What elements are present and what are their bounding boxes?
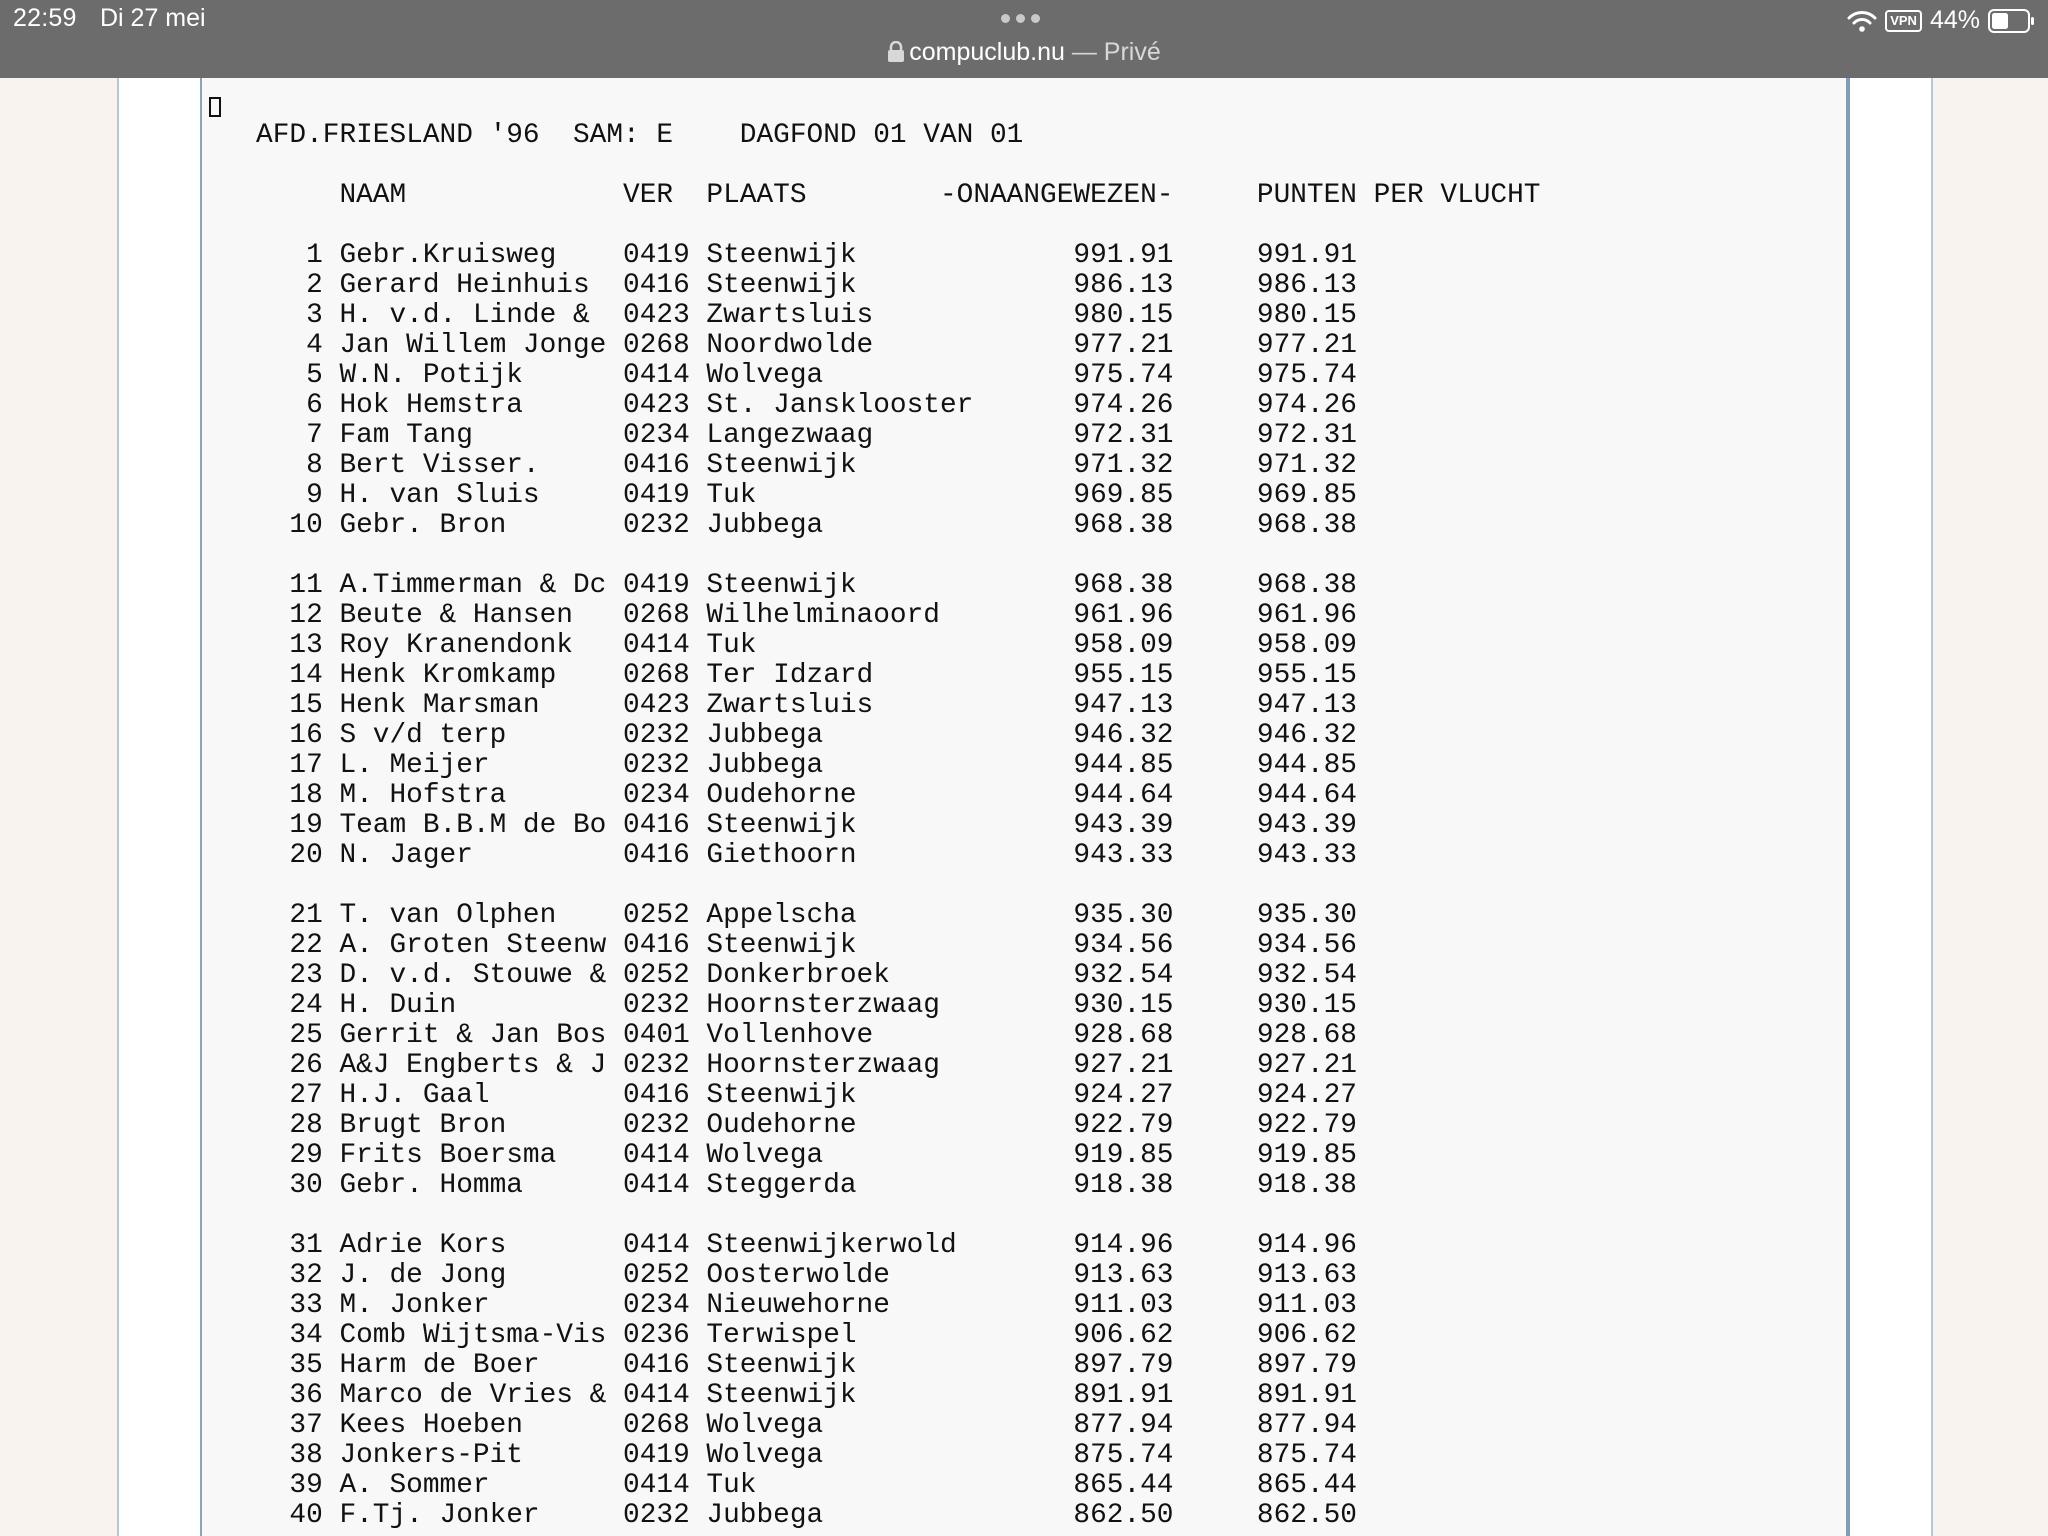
- table-row: 27 H.J. Gaal 0416 Steenwijk 924.27 924.27: [206, 1080, 1357, 1111]
- table-row: 31 Adrie Kors 0414 Steenwijkerwold 914.96 914.96: [206, 1230, 1357, 1261]
- table-row: 18 M. Hofstra 0234 Oudehorne 944.64 944.64: [206, 780, 1357, 811]
- table-row: 33 M. Jonker 0234 Nieuwehorne 911.03 911.03: [206, 1290, 1357, 1321]
- table-row: 22 A. Groten Steenw 0416 Steenwijk 934.56 934.56: [206, 930, 1357, 961]
- table-row: 1 Gebr.Kruisweg 0419 Steenwijk 991.91 991.91: [206, 240, 1357, 271]
- battery-icon: [1988, 9, 2036, 33]
- url-separator: —: [1064, 38, 1104, 66]
- results-rows: [206, 241, 1540, 1531]
- address-bar[interactable]: [0, 38, 2048, 67]
- blank-line: [206, 151, 1540, 181]
- results-report: [206, 121, 1540, 1531]
- table-row: 17 L. Meijer 0232 Jubbega 944.85 944.85: [206, 750, 1357, 781]
- url-domain: compuclub.nu: [909, 38, 1065, 66]
- table-row: 8 Bert Visser. 0416 Steenwijk 971.32 971.32: [206, 450, 1357, 481]
- status-date: Di 27 mei: [100, 4, 206, 32]
- table-row: 19 Team B.B.M de Bo 0416 Steenwijk 943.39 943.39: [206, 810, 1357, 841]
- table-row: 4 Jan Willem Jonge 0268 Noordwolde 977.21 977.21: [206, 330, 1357, 361]
- battery-percent: 44%: [1929, 6, 1980, 34]
- table-row: 39 A. Sommer 0414 Tuk 865.44 865.44: [206, 1470, 1357, 1501]
- status-time: 22:59: [13, 4, 77, 32]
- table-row: 9 H. van Sluis 0419 Tuk 969.85 969.85: [206, 480, 1357, 511]
- table-row: 36 Marco de Vries & 0414 Steenwijk 891.91 891.91: [206, 1380, 1357, 1411]
- table-row: 26 A&J Engberts & J 0232 Hoornsterzwaag 927.21 927.21: [206, 1050, 1357, 1081]
- table-row: 40 F.Tj. Jonker 0232 Jubbega 862.50 862.50: [206, 1500, 1357, 1531]
- missing-glyph-box: [209, 97, 221, 117]
- wifi-icon: [1847, 10, 1877, 32]
- table-row: 14 Henk Kromkamp 0268 Ter Idzard 955.15 955.15: [206, 660, 1357, 691]
- blank-line: [206, 541, 1540, 571]
- table-row: 30 Gebr. Homma 0414 Steggerda 918.38 918.38: [206, 1170, 1357, 1201]
- table-row: 15 Henk Marsman 0423 Zwartsluis 947.13 947.13: [206, 690, 1357, 721]
- table-row: 5 W.N. Potijk 0414 Wolvega 975.74 975.74: [206, 360, 1357, 391]
- status-bar: [0, 0, 2048, 78]
- table-row: 23 D. v.d. Stouwe & 0252 Donkerbroek 932.54 932.54: [206, 960, 1357, 991]
- lock-icon: [887, 41, 905, 63]
- table-row: 2 Gerard Heinhuis 0416 Steenwijk 986.13 986.13: [206, 270, 1357, 301]
- status-indicators: [1847, 6, 2036, 35]
- table-row: 10 Gebr. Bron 0232 Jubbega 968.38 968.38: [206, 510, 1357, 541]
- table-row: 24 H. Duin 0232 Hoornsterzwaag 930.15 930.15: [206, 990, 1357, 1021]
- blank-line: [206, 871, 1540, 901]
- table-row: 13 Roy Kranendonk 0414 Tuk 958.09 958.09: [206, 630, 1357, 661]
- table-row: 29 Frits Boersma 0414 Wolvega 919.85 919.85: [206, 1140, 1357, 1171]
- table-row: 7 Fam Tang 0234 Langezwaag 972.31 972.31: [206, 420, 1357, 451]
- table-row: 34 Comb Wijtsma-Vis 0236 Terwispel 906.62 906.62: [206, 1320, 1357, 1351]
- table-row: 12 Beute & Hansen 0268 Wilhelminaoord 961.96 961.96: [206, 600, 1357, 631]
- blank-line: [206, 211, 1540, 241]
- table-row: 21 T. van Olphen 0252 Appelscha 935.30 935.30: [206, 900, 1357, 931]
- private-label: Privé: [1103, 38, 1161, 66]
- blank-line: [206, 1201, 1540, 1231]
- more-dots-icon[interactable]: [1001, 14, 1040, 23]
- table-row: 35 Harm de Boer 0416 Steenwijk 897.79 897.79: [206, 1350, 1357, 1381]
- table-row: 16 S v/d terp 0232 Jubbega 946.32 946.32: [206, 720, 1357, 751]
- vpn-icon: VPN: [1885, 10, 1922, 32]
- table-row: 32 J. de Jong 0252 Oosterwolde 913.63 913.63: [206, 1260, 1357, 1291]
- table-row: 37 Kees Hoeben 0268 Wolvega 877.94 877.94: [206, 1410, 1357, 1441]
- table-row: 28 Brugt Bron 0232 Oudehorne 922.79 922.79: [206, 1110, 1357, 1141]
- table-row: 6 Hok Hemstra 0423 St. Jansklooster 974.26 974.26: [206, 390, 1357, 421]
- table-row: 3 H. v.d. Linde & 0423 Zwartsluis 980.15 980.15: [206, 300, 1357, 331]
- table-row: 20 N. Jager 0416 Giethoorn 943.33 943.33: [206, 840, 1357, 871]
- column-headers: NAAM VER PLAATS -ONAANGEWEZEN- PUNTEN PER VLUCHT: [206, 180, 1541, 211]
- table-row: 25 Gerrit & Jan Bos 0401 Vollenhove 928.68 928.68: [206, 1020, 1357, 1051]
- table-row: 11 A.Timmerman & Dc 0419 Steenwijk 968.38 968.38: [206, 570, 1357, 601]
- table-row: 38 Jonkers-Pit 0419 Wolvega 875.74 875.74: [206, 1440, 1357, 1471]
- report-header: AFD.FRIESLAND '96 SAM: E DAGFOND 01 VAN 01: [206, 120, 1024, 151]
